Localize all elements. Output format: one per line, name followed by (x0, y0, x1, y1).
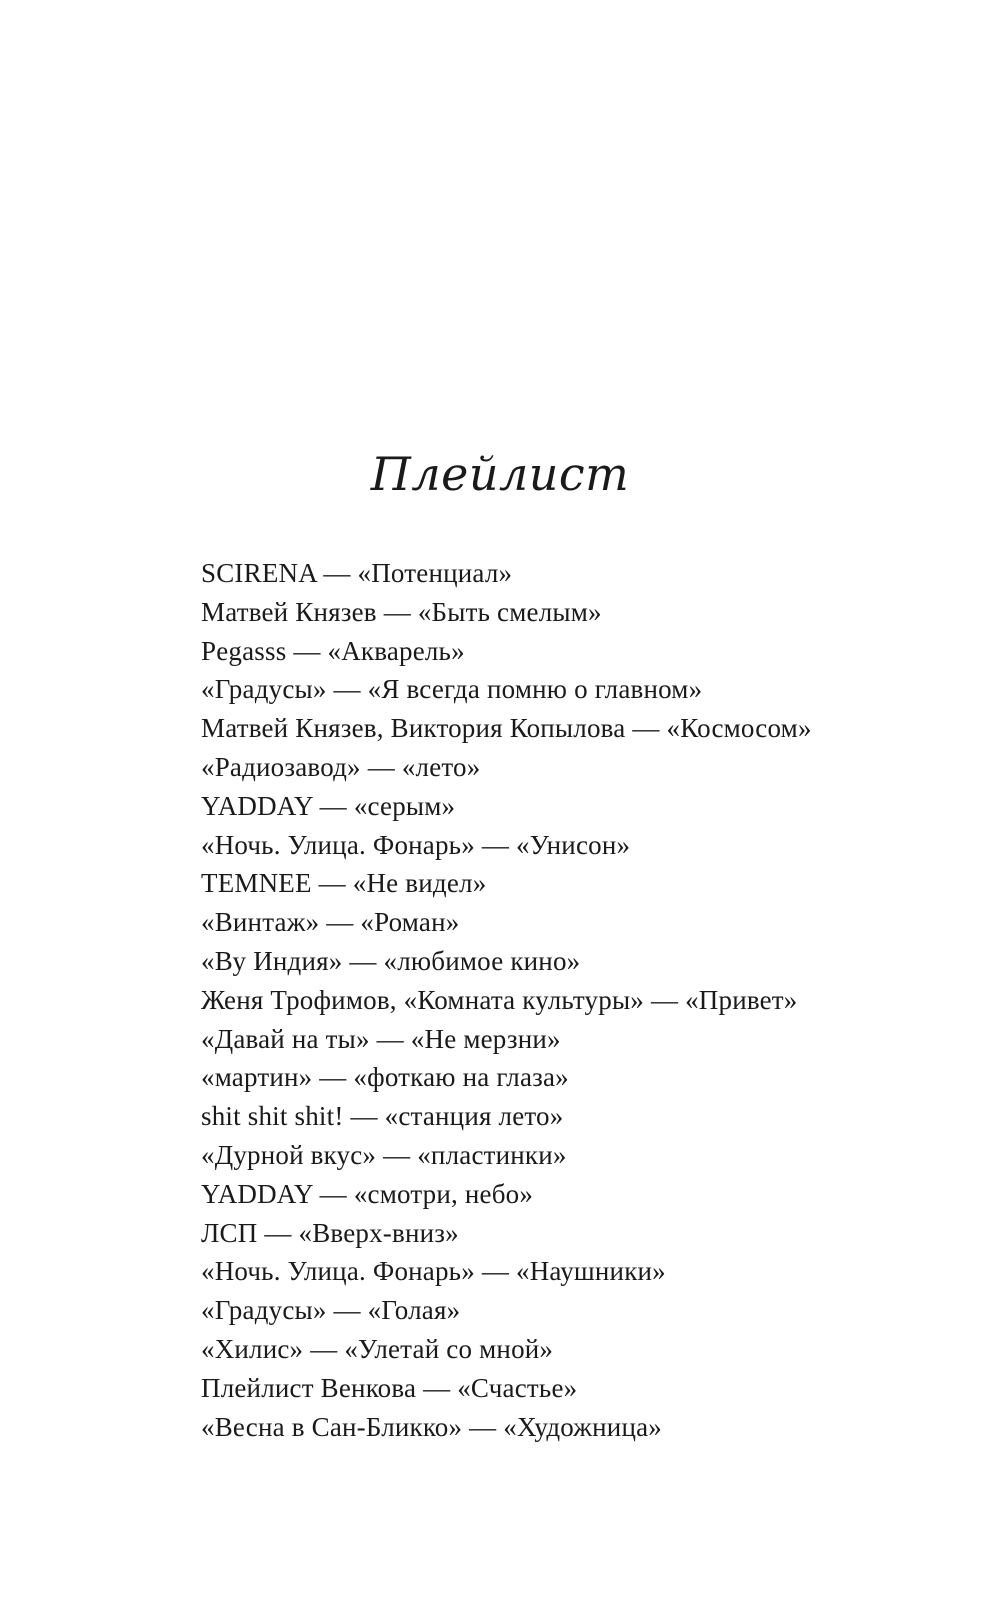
playlist-track: «Ночь. Улица. Фонарь» — «Унисон» (201, 829, 631, 860)
playlist-track: SCIRENA — «Потенциал» (201, 558, 513, 588)
playlist-track: Матвей Князев, Виктория Копылова — «Космосом» (201, 713, 812, 744)
playlist-track: YADDAY — «смотри, небо» (201, 1178, 534, 1209)
playlist-track: «Дурной вкус» — «пластинки» (201, 1139, 567, 1170)
playlist-track: «Давай на ты» — «Не мерзни» (201, 1023, 561, 1054)
playlist-track: YADDAY — «серым» (201, 790, 456, 821)
playlist-track: ЛСП — «Вверх-вниз» (201, 1217, 459, 1248)
playlist-track: Матвей Князев — «Быть смелым» (201, 596, 602, 627)
playlist-track: Женя Трофимов, «Комната культуры» — «Привет» (201, 984, 798, 1015)
playlist-track: «Весна в Сан-Бликко» — «Художница» (201, 1411, 662, 1442)
playlist-track: Pegasss — «Акварель» (201, 635, 465, 666)
playlist-track: «Ночь. Улица. Фонарь» — «Наушники» (201, 1256, 666, 1287)
playlist-track: «Хилис» — «Улетай со мной» (201, 1333, 554, 1364)
page-title: Плейлист (370, 447, 630, 501)
playlist-track: «Градусы» — «Я всегда помню о главном» (201, 674, 703, 705)
playlist-track: TEMNEE — «Не видел» (201, 868, 487, 899)
playlist-track: Плейлист Венкова — «Счастье» (201, 1372, 578, 1403)
playlist-track: shit shit shit! — «станция лето» (201, 1101, 564, 1132)
playlist-track: «мартин» — «фоткаю на глаза» (201, 1062, 569, 1093)
playlist-track: «Винтаж» — «Роман» (201, 907, 460, 938)
playlist-track: «Радиозавод» — «лето» (201, 751, 481, 782)
playlist (201, 554, 961, 1446)
playlist-track: «Градусы» — «Голая» (201, 1295, 461, 1326)
playlist-track: «Ву Индия» — «любимое кино» (201, 945, 581, 976)
